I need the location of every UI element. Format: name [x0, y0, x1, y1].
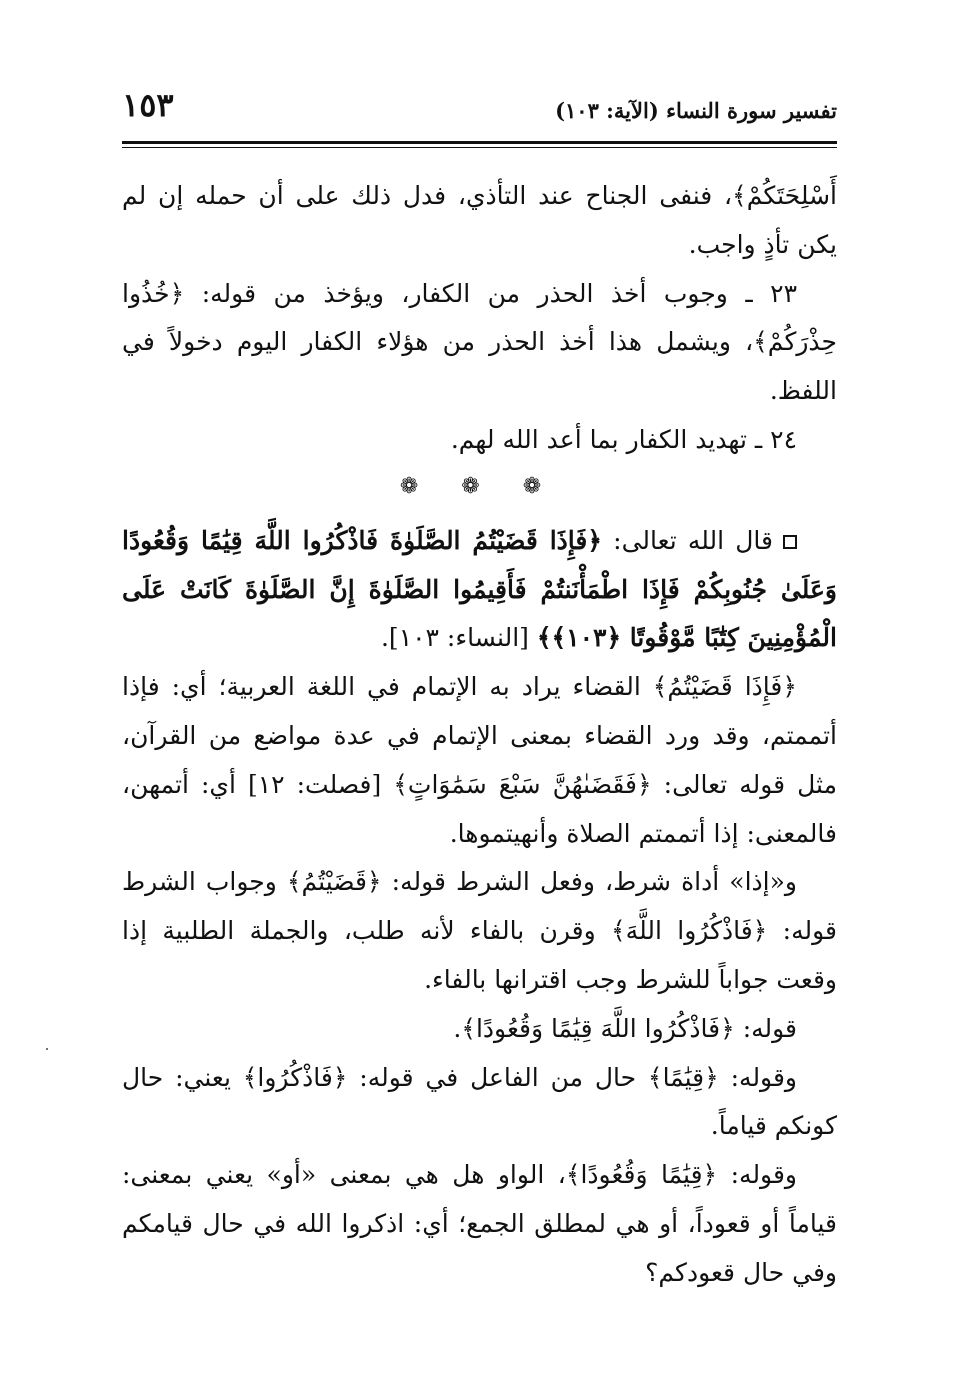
header-rule-thin — [122, 147, 837, 148]
header-rule-thick — [122, 141, 837, 144]
paragraph-qawluhu-3: وقوله: ﴿قِيَٰمًا وَقُعُودًا﴾، الواو هل هي بمعنى «أو» يعني بمعنى: قياماً أو قعوداً، أو هي لمطلق الجمع؛ أي: اذكروا الله في حال قيامكم وفي حال قعودكم؟ — [122, 1160, 837, 1287]
verse-reference: [النساء: ١٠٣]. — [380, 623, 529, 653]
verse-quote-paragraph — [122, 517, 837, 663]
paragraph-idha-shart: و«إذا» أداة شرط، وفعل الشرط قوله: ﴿قَضَيْتُمُ﴾ وجواب الشرط قوله: ﴿فَاذْكُرُوا اللَّهَ﴾ وقرن بالفاء لأنه طلب، والجملة الطلبية إذا وقعت جواباً للشرط وجب اقترانها بالفاء. — [122, 867, 837, 994]
verse-text: ﴿فَإِذَا قَضَيْتُمُ الصَّلَوٰةَ فَاذْكُرُوا اللَّهَ قِيَٰمًا وَقُعُودًا وَعَلَىٰ جُنُوبِكُمْ فَإِذَا اطْمَأْنَنتُمْ فَأَقِيمُوا الصَّلَوٰةَ إِنَّ الصَّلَوٰةَ كَانَتْ عَلَى الْمُؤْمِنِينَ كِتَٰبًا مَّوْقُوتًا ﴿١٠٣﴾﴾ — [122, 525, 837, 653]
paragraph-point-24: ٢٤ ـ تهديد الكفار بما أعد الله لهم. — [450, 424, 797, 454]
running-title: تفسير سورة النساء (الآية: ١٠٣) — [555, 98, 837, 123]
page-body — [122, 172, 837, 1298]
verse-intro: قال الله تعالى: — [613, 525, 773, 555]
scan-speck — [46, 1048, 48, 1050]
paragraph-point-23: ٢٣ ـ وجوب أخذ الحذر من الكفار، ويؤخذ من قوله: ﴿خُذُوا حِذْرَكُمْ﴾، ويشمل هذا أخذ الحذر من هؤلاء الكفار اليوم دخولاً في اللفظ. — [122, 278, 837, 406]
paragraph-qawluhu-1: قوله: ﴿فَاذْكُرُوا اللَّهَ قِيَٰمًا وَقُعُودًا﴾. — [453, 1013, 797, 1043]
paragraph-qadaytum: ﴿فَإِذَا قَضَيْتُمُ﴾ القضاء يراد به الإتمام في اللغة العربية؛ أي: فإذا أتممتم، وقد ورد القضاء بمعنى الإتمام في عدة مواضع من القرآن، مثل قوله تعالى: ﴿فَقَضَىٰهُنَّ سَبْعَ سَمَٰوَاتٍ﴾ [فصلت: ١٢] أي: أتمهن، فالمعنى: إذا أتممتم الصلاة وأنهيتموها. — [122, 672, 837, 848]
page-number: ١٥٣ — [122, 86, 174, 124]
square-bullet-icon — [783, 535, 797, 549]
section-separator: ❁ ❁ ❁ — [399, 473, 560, 499]
paragraph-continuation: أَسْلِحَتَكُمْ﴾، فنفى الجناح عند التأذي، فدل ذلك على أن حمله إن لم يكن تأذٍ واجب. — [122, 181, 837, 259]
page-header — [122, 86, 837, 132]
paragraph-qawluhu-2: وقوله: ﴿قِيَٰمًا﴾ حال من الفاعل في قوله: ﴿فَاذْكُرُوا﴾ يعني: حال كونكم قياماً. — [122, 1062, 837, 1141]
